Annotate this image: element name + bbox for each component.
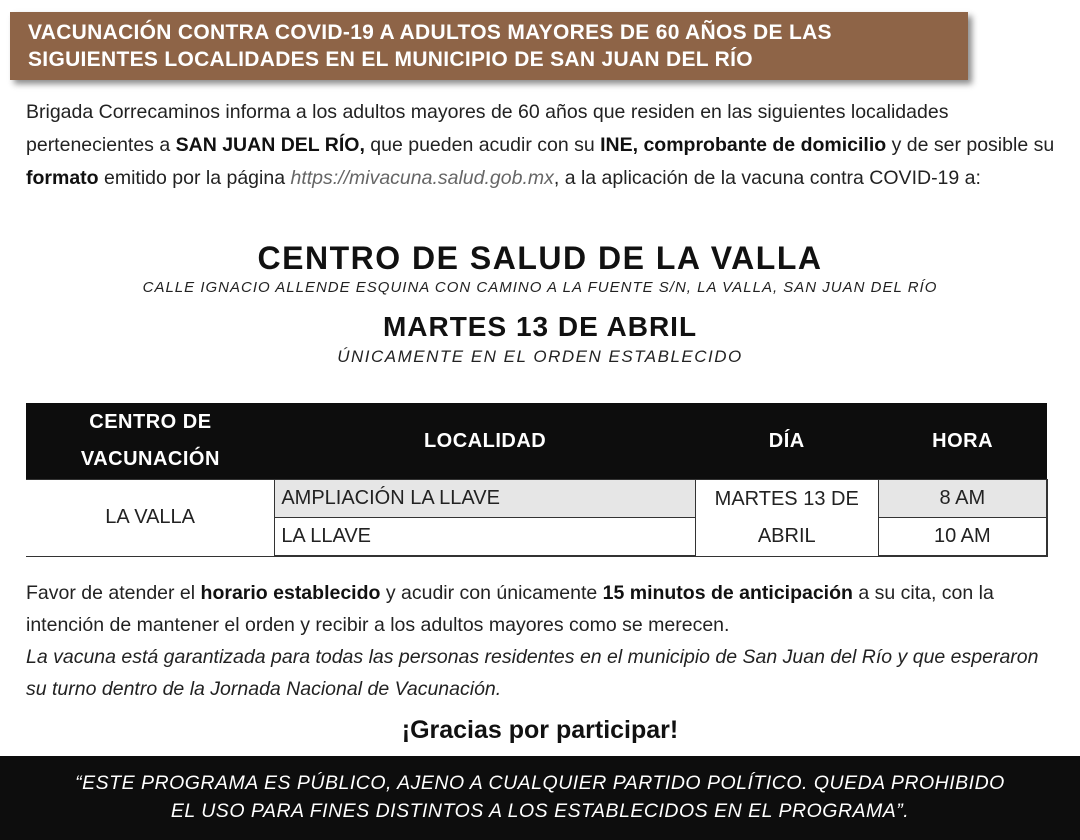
intro-text-4: emitido por la página [98, 167, 291, 189]
header-center [26, 403, 275, 480]
intro-format: formato [26, 167, 99, 189]
intro-text-5: , a la aplicación de la vacuna contra COVID-19 a: [553, 167, 981, 189]
note-text-1: Favor de atender el [26, 582, 201, 604]
vaccination-date: MARTES 13 DE ABRIL [382, 311, 698, 342]
cell-locality: AMPLIACIÓN LA LLAVE [275, 480, 696, 518]
header-center-line-2: VACUNACIÓN [80, 448, 220, 470]
intro-documents: INE, comprobante de domicilio [600, 134, 887, 156]
vaccination-center-title: CENTRO DE SALUD DE LA VALLA [257, 240, 823, 276]
cell-center: LA VALLA [26, 480, 275, 557]
header-hour: HORA [878, 403, 1047, 480]
cell-day-line-1: MARTES 13 DE [714, 487, 859, 510]
note-text-2: y acudir con únicamente [380, 582, 603, 604]
instructions-paragraph [26, 577, 1060, 705]
banner-line-1: VACUNACIÓN CONTRA COVID-19 A ADULTOS MAYORES DE 60 AÑOS DE LAS [28, 21, 832, 44]
intro-municipality: SAN JUAN DEL RÍO, [175, 134, 365, 156]
table-row [26, 480, 1047, 518]
note-anticipation: 15 minutos de anticipación [602, 582, 853, 604]
intro-text-2: que pueden acudir con su [364, 134, 601, 156]
cell-hour: 10 AM [878, 518, 1047, 557]
thanks-message: ¡Gracias por participar! [401, 716, 679, 744]
header-day: DÍA [695, 403, 878, 480]
intro-text-1: Brigada Correcaminos informa a los adultos mayores de 60 años que residen en las siguientes localidades pertenecientes a [26, 101, 949, 156]
note-text-3: a su cita, con la intención de mantener el orden y recibir a los adultos mayores como se merecen. [26, 582, 994, 636]
vaccination-center-address: CALLE IGNACIO ALLENDE ESQUINA CON CAMINO A LA FUENTE S/N, LA VALLA, SAN JUAN DEL RÍO [142, 279, 938, 296]
vaccine-url-link[interactable]: https://mivacuna.salud.gob.mx [290, 167, 554, 189]
guarantee-note: La vacuna está garantizada para todas las personas residentes en el municipio de San Juan del Río y que esperaron su turno dentro de la Jornada Nacional de Vacunación. [26, 646, 1039, 700]
header-locality: LOCALIDAD [275, 403, 696, 480]
header-banner [10, 12, 968, 80]
legal-footer [0, 756, 1080, 840]
banner-line-2: SIGUIENTES LOCALIDADES EN EL MUNICIPIO DE SAN JUAN DEL RÍO [28, 48, 753, 71]
cell-day-line-2: ABRIL [757, 524, 816, 547]
header-center-line-1: CENTRO DE [89, 411, 212, 433]
table-header-row [26, 403, 1047, 480]
cell-hour: 8 AM [878, 480, 1047, 518]
cell-day [695, 480, 878, 557]
order-note: ÚNICAMENTE EN EL ORDEN ESTABLECIDO [337, 347, 743, 366]
intro-text-3: y de ser posible su [886, 134, 1055, 156]
footer-line-2: EL USO PARA FINES DISTINTOS A LOS ESTABLECIDOS EN EL PROGRAMA”. [170, 800, 910, 822]
footer-line-1: “ESTE PROGRAMA ES PÚBLICO, AJENO A CUALQUIER PARTIDO POLÍTICO. QUEDA PROHIBIDO [75, 772, 1005, 794]
schedule-table [26, 403, 1048, 557]
intro-paragraph [26, 96, 1058, 195]
note-schedule: horario establecido [200, 582, 381, 604]
cell-locality: LA LLAVE [275, 518, 696, 557]
